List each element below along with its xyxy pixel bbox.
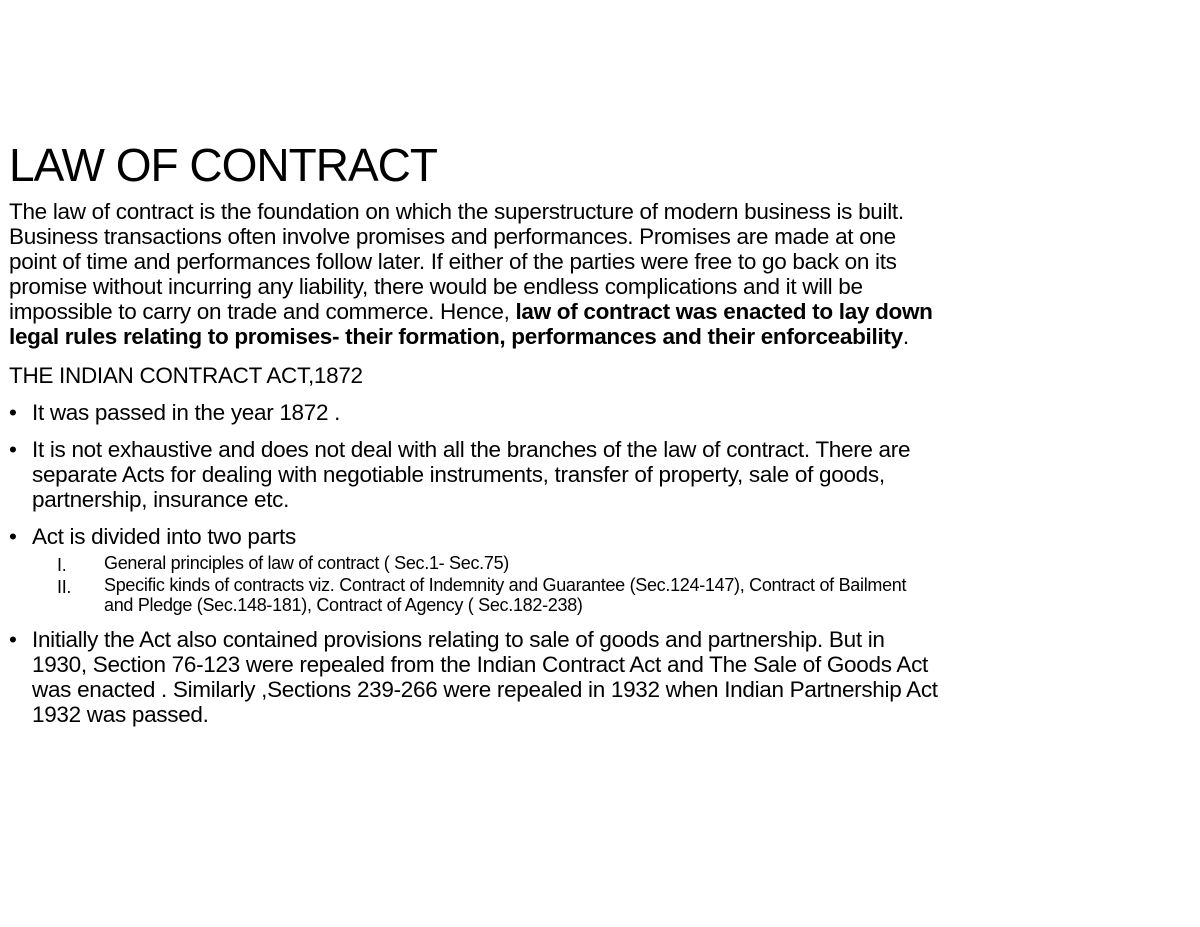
- act-part-item: [9, 553, 1174, 573]
- act-part-line: and Pledge (Sec.148-181), Contract of Agency ( Sec.182-238): [104, 595, 583, 615]
- act-part-line: Specific kinds of contracts viz. Contract of Indemnity and Guarantee (Sec.124-147), Contract of Bailment: [104, 575, 907, 595]
- bullet-dot: •: [9, 437, 17, 462]
- section-heading: THE INDIAN CONTRACT ACT,1872: [9, 363, 363, 388]
- act-part-line: General principles of law of contract ( Sec.1- Sec.75): [104, 553, 509, 573]
- intro-bold-text: law of contract was enacted to lay down: [515, 299, 933, 324]
- act-parts-list: [9, 553, 1174, 615]
- intro-line: Business transactions often involve promises and performances. Promises are made at one: [9, 224, 896, 249]
- slide-title: LAW OF CONTRACT: [9, 139, 437, 191]
- bullet-line: Act is divided into two parts: [32, 524, 296, 549]
- roman-numeral: I.: [57, 555, 67, 575]
- intro-line: [9, 324, 1174, 349]
- bullet-item: [9, 400, 1174, 425]
- bullet-item: [9, 524, 1174, 549]
- intro-bold-text: legal rules relating to promises- their formation, performances and their enforceability: [9, 324, 903, 349]
- bullet-line: 1932 was passed.: [32, 702, 209, 727]
- bullet-item: [9, 627, 1174, 727]
- act-part-item: [9, 575, 1174, 615]
- intro-end-punctuation: .: [902, 324, 909, 349]
- bullet-line: separate Acts for dealing with negotiable instruments, transfer of property, sale of goods,: [32, 462, 885, 487]
- intro-line: promise without incurring any liability, there would be endless complications and it will be: [9, 274, 863, 299]
- intro-paragraph: [9, 199, 1174, 349]
- slide-content: [9, 199, 1174, 727]
- bullet-line: 1930, Section 76-123 were repealed from the Indian Contract Act and The Sale of Goods Act: [32, 652, 928, 677]
- bullet-line: was enacted . Similarly ,Sections 239-266 were repealed in 1932 when Indian Partnership Act: [32, 677, 938, 702]
- bullet-line: It is not exhaustive and does not deal with all the branches of the law of contract. There are: [32, 437, 911, 462]
- bullet-line: Initially the Act also contained provisions relating to sale of goods and partnership. But in: [32, 627, 885, 652]
- intro-line: [9, 299, 1174, 324]
- intro-line-text: impossible to carry on trade and commerce. Hence,: [9, 299, 516, 324]
- bullet-line: It was passed in the year 1872 .: [32, 400, 341, 425]
- intro-line: point of time and performances follow later. If either of the parties were free to go back on its: [9, 249, 897, 274]
- bullet-item: [9, 437, 1174, 512]
- bullet-line: partnership, insurance etc.: [32, 487, 290, 512]
- roman-numeral: II.: [57, 577, 72, 597]
- intro-line: The law of contract is the foundation on which the superstructure of modern business is built.: [9, 199, 904, 224]
- bullet-dot: •: [9, 524, 17, 549]
- bullet-dot: •: [9, 627, 17, 652]
- bullet-dot: •: [9, 400, 17, 425]
